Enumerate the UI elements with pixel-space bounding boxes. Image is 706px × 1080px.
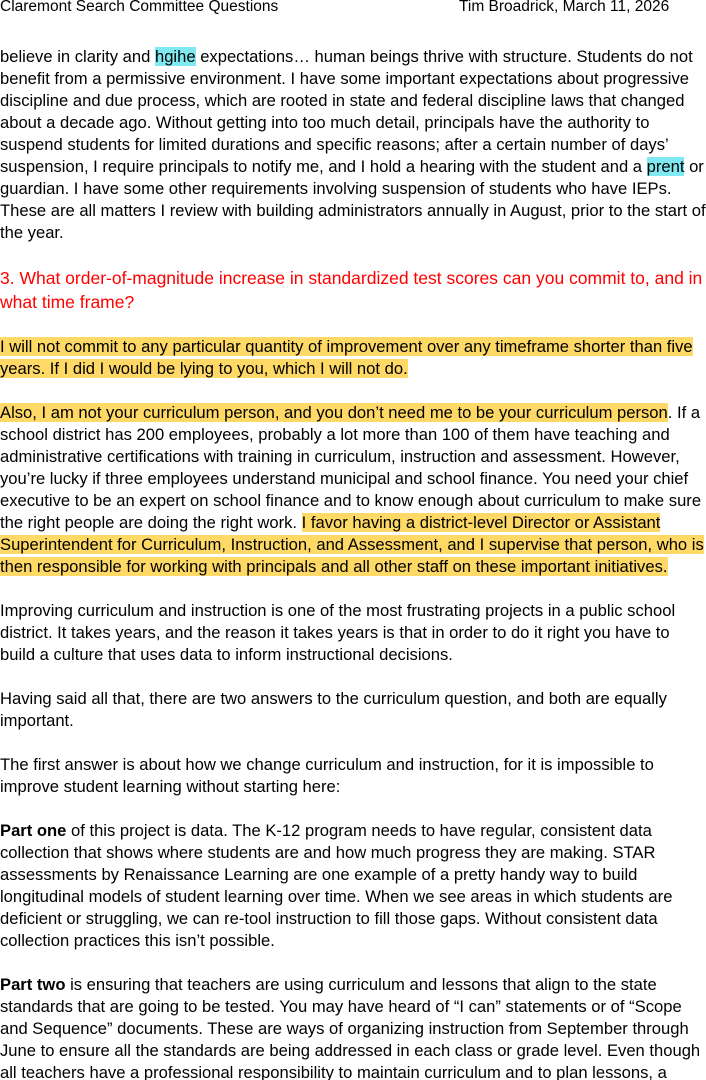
question-3-heading: 3. What order-of-magnitude increase in standardized test scores can you commit to, and in what time frame? bbox=[0, 268, 703, 312]
page-header bbox=[0, 0, 706, 18]
highlighted-typo-hgihe: hgihe bbox=[154, 47, 196, 66]
highlighted-text: I favor having a district-level Director or Assistant Superintendent for Curriculum, Instruction, and Assessment, and I supervise that person, who is then responsible for working with principals and all other staff on these important initiatives. bbox=[0, 513, 704, 576]
paragraph-first-answer: The first answer is about how we change curriculum and instruction, for it is impossible to improve student learning without starting here: bbox=[0, 755, 654, 796]
highlighted-typo-prent: prent bbox=[646, 157, 685, 176]
paragraph-improving-curriculum: Improving curriculum and instruction is one of the most frustrating projects in a public school district. It takes years, and the reason it takes years is that in order to do it right you have to build a culture that uses data to inform instructional decisions. bbox=[0, 601, 676, 664]
paragraph-two-answers: Having said all that, there are two answers to the curriculum question, and both are equally important. bbox=[0, 689, 667, 730]
text-run: or guardian. I have some other requirements involving suspension of students who have IEPs. These are all matters I review with building administrators annually in August, prior to the start of the year. bbox=[0, 157, 706, 242]
document-body bbox=[0, 46, 706, 1080]
paragraph-no-commitment bbox=[0, 336, 706, 380]
text-run: expectations… human beings thrive with structure. Students do not benefit from a permissive environment. I have some important expectations about progressive discipline and due process, which are rooted in state and federal discipline laws that changed about a decade ago. Without getting into too much detail, principals have the authority to suspend students for limited durations and specific reasons; after a certain number of days’ suspension, I require principals to notify me, and I hold a hearing with the student and a bbox=[0, 47, 693, 176]
paragraph-discipline bbox=[0, 46, 706, 244]
part-one-label: Part one bbox=[0, 821, 67, 840]
highlighted-text: Also, I am not your curriculum person, and you don’t need me to be your curriculum person bbox=[0, 403, 668, 422]
highlighted-text: I will not commit to any particular quantity of improvement over any timeframe shorter than five years. If I did I would be lying to you, which I will not do. bbox=[0, 337, 693, 378]
text-run: is ensuring that teachers are using curriculum and lessons that align to the state standards that are going to be tested. You may have heard of “I can” statements or of “Scope and Sequence” documents. These are ways of organizing instruction from September through June to ensure all the standards are being addressed in each class or grade level. Even though all teachers have a professional responsibility to maintain curriculum and to plan lessons, a bbox=[0, 975, 701, 1080]
text-run: . If a school district has 200 employees, probably a lot more than 100 of them have teaching and administrative certifications with training in curriculum, instruction and assessment. However, you’re lucky if three employees understand municipal and school finance. You need your chief executive to be an expert on school finance and to know enough about curriculum to make sure the right people are doing the right work. bbox=[0, 403, 702, 532]
text-run: of this project is data. The K-12 program needs to have regular, consistent data collection that shows where students are and how much progress they are making. STAR assessments by Renaissance Learning are one example of a pretty handy way to build longitudinal models of student learning over time. When we see areas in which students are deficient or struggling, we can re-tool instruction to fill those gaps. Without consistent data collection practices this isn’t possible. bbox=[0, 821, 673, 950]
paragraph-curriculum-person bbox=[0, 402, 706, 578]
paragraph-part-one bbox=[0, 820, 706, 952]
paragraph-part-two bbox=[0, 974, 706, 1080]
header-author-date: Tim Broadrick, March 11, 2026 bbox=[459, 0, 670, 15]
part-two-label: Part two bbox=[0, 975, 66, 994]
header-title: Claremont Search Committee Questions bbox=[0, 0, 279, 15]
text-run: believe in clarity and bbox=[0, 47, 155, 66]
